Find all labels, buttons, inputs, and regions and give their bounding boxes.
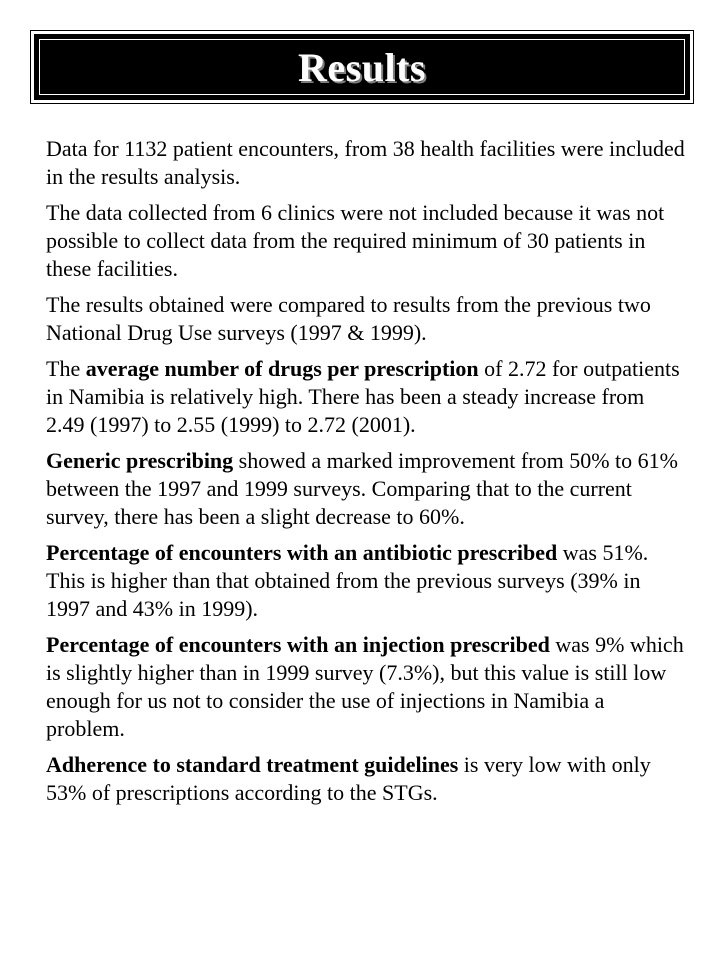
paragraph-lead: average number of drugs per prescription	[85, 356, 479, 381]
paragraph-text: was 51%. This is higher than that obtained from the previous surveys (39% in 1997 and 43% in 1999).	[46, 540, 649, 621]
paragraph-generic-prescribing	[46, 447, 686, 531]
paragraph-antibiotic	[46, 539, 686, 623]
paragraph-lead: Adherence to standard treatment guidelines	[46, 752, 459, 777]
paragraph-comparison	[46, 291, 686, 347]
paragraph-injection	[46, 631, 686, 743]
paragraph-excluded-clinics	[46, 199, 686, 283]
paragraph-stg-adherence	[46, 751, 686, 807]
paragraph-prefix: The	[46, 356, 86, 381]
paragraph-drugs-per-prescription	[46, 355, 686, 439]
paragraph-lead: Percentage of encounters with an antibiotic prescribed	[46, 540, 558, 565]
paragraph-text: Data for 1132 patient encounters, from 38 health facilities were included in the results analysis.	[46, 136, 685, 189]
title-banner	[34, 34, 690, 100]
title-banner-inner	[39, 39, 685, 95]
paragraph-text: of 2.72 for outpatients in Namibia is relatively high. There has been a steady increase from 2.49 (1997) to 2.55 (1999) to 2.72 (2001).	[46, 356, 680, 437]
paragraph-text: was 9% which is slightly higher than in 1999 survey (7.3%), but this value is still low enough for us not to consider the use of injections in Namibia a problem.	[46, 632, 684, 741]
paragraph-lead: Generic prescribing	[46, 448, 234, 473]
paragraph-text: is very low with only 53% of prescriptions according to the STGs.	[46, 752, 651, 805]
paragraph-encounters	[46, 135, 686, 191]
paragraph-text: showed a marked improvement from 50% to 61% between the 1997 and 1999 surveys. Comparing that to the current survey, there has been a slight decrease to 60%.	[46, 448, 678, 529]
page-title: Results	[298, 44, 426, 90]
paragraph-lead: Percentage of encounters with an injection prescribed	[46, 632, 550, 657]
results-body	[46, 135, 686, 815]
paragraph-text: The results obtained were compared to results from the previous two National Drug Use surveys (1997 & 1999).	[46, 292, 651, 345]
paragraph-text: The data collected from 6 clinics were not included because it was not possible to collect data from the required minimum of 30 patients in these facilities.	[46, 200, 665, 281]
